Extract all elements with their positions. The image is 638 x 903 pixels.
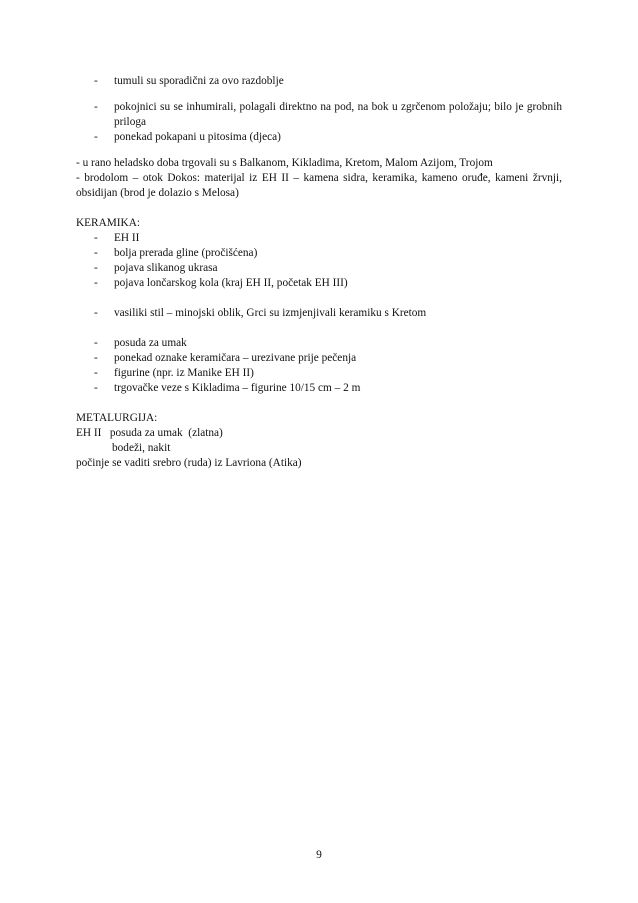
metalurgija-heading: METALURGIJA: — [76, 412, 158, 424]
list-item-text: tumuli su sporadični za ovo razdoblje — [114, 75, 284, 87]
list-item — [76, 366, 562, 381]
keramika-heading: KERAMIKA: — [76, 217, 141, 229]
list-dash: - — [94, 247, 98, 259]
list-item — [76, 381, 562, 396]
list-item — [76, 276, 562, 291]
list-dash: - — [94, 277, 98, 289]
list-item-text: ponekad oznake keramičara – urezivane prije pečenja — [114, 352, 357, 364]
list-dash: - — [94, 367, 98, 379]
list-dash: - — [94, 101, 98, 113]
list-dash: - — [94, 131, 98, 143]
page-number: 9 — [316, 849, 322, 861]
list-item — [76, 306, 562, 321]
list-item — [76, 351, 562, 366]
metalurgija-line: počinje se vaditi srebro (ruda) iz Lavriona (Atika) — [76, 457, 302, 469]
list-dash: - — [94, 382, 98, 394]
list-item-text: pojava lončarskog kola (kraj EH II, početak EH III) — [114, 277, 348, 289]
list-item-text: ponekad pokapani u pitosima (djeca) — [114, 131, 281, 143]
list-item — [76, 74, 562, 89]
metalurgija-line: bodeži, nakit — [112, 442, 171, 454]
list-item — [76, 246, 562, 261]
list-item — [76, 100, 562, 130]
list-dash: - — [94, 262, 98, 274]
list-item — [76, 231, 562, 246]
list-item-text: figurine (npr. iz Manike EH II) — [114, 367, 254, 379]
list-item-text: pokojnici su se inhumirali, polagali direktno na pod, na bok u zgrčenom položaju; bilo je grobnih priloga — [114, 101, 562, 128]
list-item — [76, 336, 562, 351]
list-dash: - — [94, 307, 98, 319]
list-dash: - — [94, 75, 98, 87]
page-content — [76, 74, 562, 471]
list-item — [76, 261, 562, 276]
trade-paragraph: - u rano heladsko doba trgovali su s Balkanom, Kikladima, Kretom, Malom Azijom, Trojom — [76, 157, 493, 169]
list-item-text: vasiliki stil – minojski oblik, Grci su izmjenjivali keramiku s Kretom — [114, 307, 427, 319]
list-item-text: posuda za umak — [114, 337, 187, 349]
metalurgija-line: EH II posuda za umak (zlatna) — [76, 427, 223, 439]
list-item-text: EH II — [114, 232, 140, 244]
list-dash: - — [94, 232, 98, 244]
list-dash: - — [94, 352, 98, 364]
shipwreck-paragraph: - brodolom – otok Dokos: materijal iz EH II – kamena sidra, keramika, kameno oruđe, kameni žrvnji, obsidijan (brod je dolazio s Melosa) — [76, 172, 562, 199]
list-dash: - — [94, 337, 98, 349]
list-item-text: trgovačke veze s Kikladima – figurine 10/15 cm – 2 m — [114, 382, 361, 394]
list-item — [76, 130, 562, 145]
list-item-text: bolja prerada gline (pročišćena) — [114, 247, 258, 259]
list-item-text: pojava slikanog ukrasa — [114, 262, 218, 274]
